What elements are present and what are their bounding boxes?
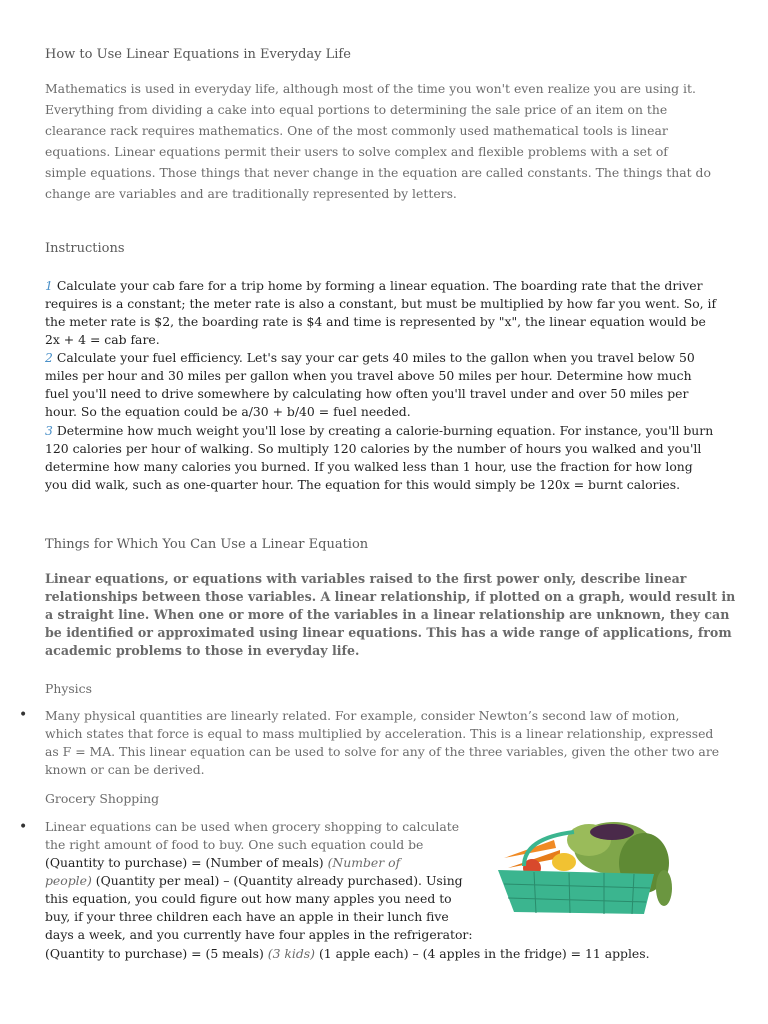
intro-line: Mathematics is used in everyday life, although most of the time you won't even realize you are using it.	[45, 81, 696, 96]
grocery-heading: Grocery Shopping	[45, 791, 160, 806]
things-heading: Things for Which You Can Use a Linear Equation	[45, 537, 369, 552]
step-1-line: the meter rate is $2, the boarding rate is $4 and time is represented by "x", the linear equation would be	[45, 314, 706, 329]
physics-heading: Physics	[45, 681, 92, 696]
instructions-heading: Instructions	[45, 241, 125, 256]
step-number: 2	[45, 350, 53, 365]
things-line: be identified or approximated using linear equations. This has a wide range of applications, from	[45, 625, 732, 640]
step-2-line	[45, 348, 695, 368]
vegetable-basket-icon	[494, 818, 672, 918]
things-line: a straight line. When one or more of the variables in a linear relationship are unknown, they can	[45, 607, 730, 622]
step-3-line: you did walk, such as one-quarter hour. The equation for this would simply be 120x = burnt calories.	[45, 477, 681, 492]
grocery-italic: (3 kids)	[267, 946, 315, 961]
page-title: How to Use Linear Equations in Everyday Life	[45, 47, 351, 62]
grocery-italic: people)	[45, 873, 92, 888]
step-1-line: requires is a constant; the meter rate is also a constant, but must be multiplied by how far you went. So, if	[45, 296, 717, 311]
intro-line: clearance rack requires mathematics. One of the most commonly used mathematical tools is linear	[45, 123, 668, 138]
intro-line: simple equations. Those things that never change in the equation are called constants. The things that do	[45, 165, 711, 180]
step-2-line: fuel you'll need to drive somewhere by calculating how often you'll travel under and over 50 miles per	[45, 386, 689, 401]
step-text: Determine how much weight you'll lose by creating a calorie-burning equation. For instance, you'll burn	[56, 423, 714, 438]
grocery-line: the right amount of food to buy. One such equation could be	[45, 837, 424, 852]
intro-line: equations. Linear equations permit their users to solve complex and flexible problems with a set of	[45, 144, 668, 159]
step-1-line: 2x + 4 = cab fare.	[45, 332, 160, 347]
step-3-line	[45, 421, 713, 441]
grocery-line: this equation, you could figure out how many apples you need to	[45, 891, 452, 906]
step-text: Calculate your cab fare for a trip home by forming a linear equation. The boarding rate that the driver	[56, 278, 703, 293]
physics-line: known or can be derived.	[45, 762, 205, 777]
step-3-line: 120 calories per hour of walking. So multiply 120 calories by the number of hours you walked and you'll	[45, 441, 702, 456]
intro-line: change are variables and are traditionally represented by letters.	[45, 186, 457, 201]
things-line: academic problems to those in everyday life.	[45, 643, 360, 658]
step-text: Calculate your fuel efficiency. Let's say your car gets 40 miles to the gallon when you travel below 50	[56, 350, 695, 365]
step-2-line: miles per hour and 30 miles per gallon when you travel above 50 miles per hour. Determine how much	[45, 368, 692, 383]
grocery-line: buy, if your three children each have an apple in their lunch five	[45, 909, 449, 924]
physics-line: which states that force is equal to mass multiplied by acceleration. This is a linear relationship, expressed	[45, 726, 714, 741]
physics-line: Many physical quantities are linearly related. For example, consider Newton’s second law of motion,	[45, 708, 680, 723]
bullet-icon: •	[19, 707, 28, 723]
step-1-line	[45, 276, 703, 296]
grocery-text: (Quantity to purchase) = (Number of meals)	[45, 855, 328, 870]
grocery-text: (Quantity per meal) – (Quantity already purchased). Using	[91, 873, 463, 888]
grocery-line: days a week, and you currently have four apples in the refrigerator:	[45, 927, 473, 942]
step-2-line: hour. So the equation could be a/30 + b/40 = fuel needed.	[45, 404, 411, 419]
step-number: 3	[45, 423, 53, 438]
grocery-text: (Quantity to purchase) = (5 meals)	[45, 946, 268, 961]
things-line: relationships between those variables. A linear relationship, if plotted on a graph, would result in	[45, 589, 736, 604]
grocery-line: Linear equations can be used when grocery shopping to calculate	[45, 819, 460, 834]
grocery-italic: (Number of	[327, 855, 401, 870]
things-line: Linear equations, or equations with variables raised to the first power only, describe linear	[45, 571, 687, 586]
step-3-line: determine how many calories you burned. If you walked less than 1 hour, use the fraction for how long	[45, 459, 693, 474]
physics-line: as F = MA. This linear equation can be used to solve for any of the three variables, given the other two are	[45, 744, 720, 759]
grocery-line	[45, 871, 463, 891]
intro-line: Everything from dividing a cake into equal portions to determining the sale price of an item on the	[45, 102, 668, 117]
grocery-text: (1 apple each) – (4 apples in the fridge) = 11 apples.	[315, 946, 650, 961]
step-number: 1	[45, 278, 53, 293]
bullet-icon: •	[19, 819, 28, 835]
grocery-line	[45, 853, 400, 873]
grocery-line	[45, 944, 650, 964]
